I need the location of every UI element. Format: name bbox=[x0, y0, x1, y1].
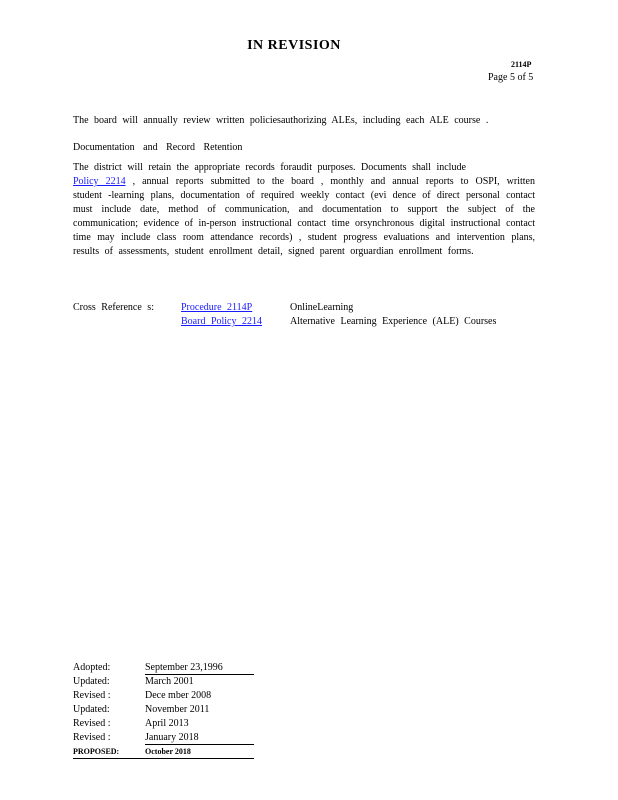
history-label: PROPOSED: bbox=[73, 745, 145, 759]
policy-2214-link[interactable]: Policy 2214 bbox=[73, 176, 126, 187]
history-date: March 2001 bbox=[145, 676, 194, 687]
retention-paragraph-body: , annual reports submitted to the board , monthly and annual reports to OSPI, written student -learning plans, documentation of required weekly contact (evi dence of direct personal contact must include date, method of communication, and documentation to support the subject of the communication; evidence of in-person instructional contact time orsynchronous digital instructional contact time may include class room attendance records) , student progress evaluations and intervention plans, results of assessments, student enrollment detail, signed parent orguardian enrollment forms. bbox=[73, 176, 535, 257]
retention-paragraph bbox=[73, 161, 535, 259]
procedure-2114p-link[interactable]: Procedure 2114P bbox=[181, 302, 253, 313]
section-heading: Documentation and Record Retention bbox=[73, 142, 243, 153]
history-label: Revised : bbox=[73, 732, 111, 743]
history-label: Revised : bbox=[73, 718, 111, 729]
history-date: November 2011 bbox=[145, 704, 210, 715]
cross-reference-item bbox=[181, 315, 496, 329]
cross-reference-title: Alternative Learning Experience (ALE) Courses bbox=[290, 316, 497, 327]
history-label: Updated: bbox=[73, 676, 110, 687]
revision-status-title: IN REVISION bbox=[247, 38, 341, 53]
history-date: October 2018 bbox=[145, 745, 254, 759]
retention-paragraph-intro: The district will retain the appropriate records foraudit purposes. Documents shall include bbox=[73, 162, 466, 173]
cross-reference-item bbox=[181, 301, 353, 315]
board-policy-2214-link[interactable]: Board Policy 2214 bbox=[181, 316, 262, 327]
cross-reference-label: Cross Reference s: bbox=[73, 302, 154, 313]
history-date: January 2018 bbox=[145, 731, 254, 745]
document-number: 2114P bbox=[511, 60, 532, 69]
page-number: Page 5 of 5 bbox=[488, 72, 534, 83]
history-label: Updated: bbox=[73, 704, 110, 715]
history-label: Adopted: bbox=[73, 662, 111, 673]
annual-review-paragraph: The board will annually review written policiesauthorizing ALEs, including each ALE course . bbox=[73, 115, 489, 126]
cross-reference-title: OnlineLearning bbox=[290, 302, 354, 313]
history-date: Dece mber 2008 bbox=[145, 690, 212, 701]
history-date: September 23,1996 bbox=[145, 661, 254, 675]
history-date: April 2013 bbox=[145, 718, 189, 729]
history-label: Revised : bbox=[73, 690, 111, 701]
